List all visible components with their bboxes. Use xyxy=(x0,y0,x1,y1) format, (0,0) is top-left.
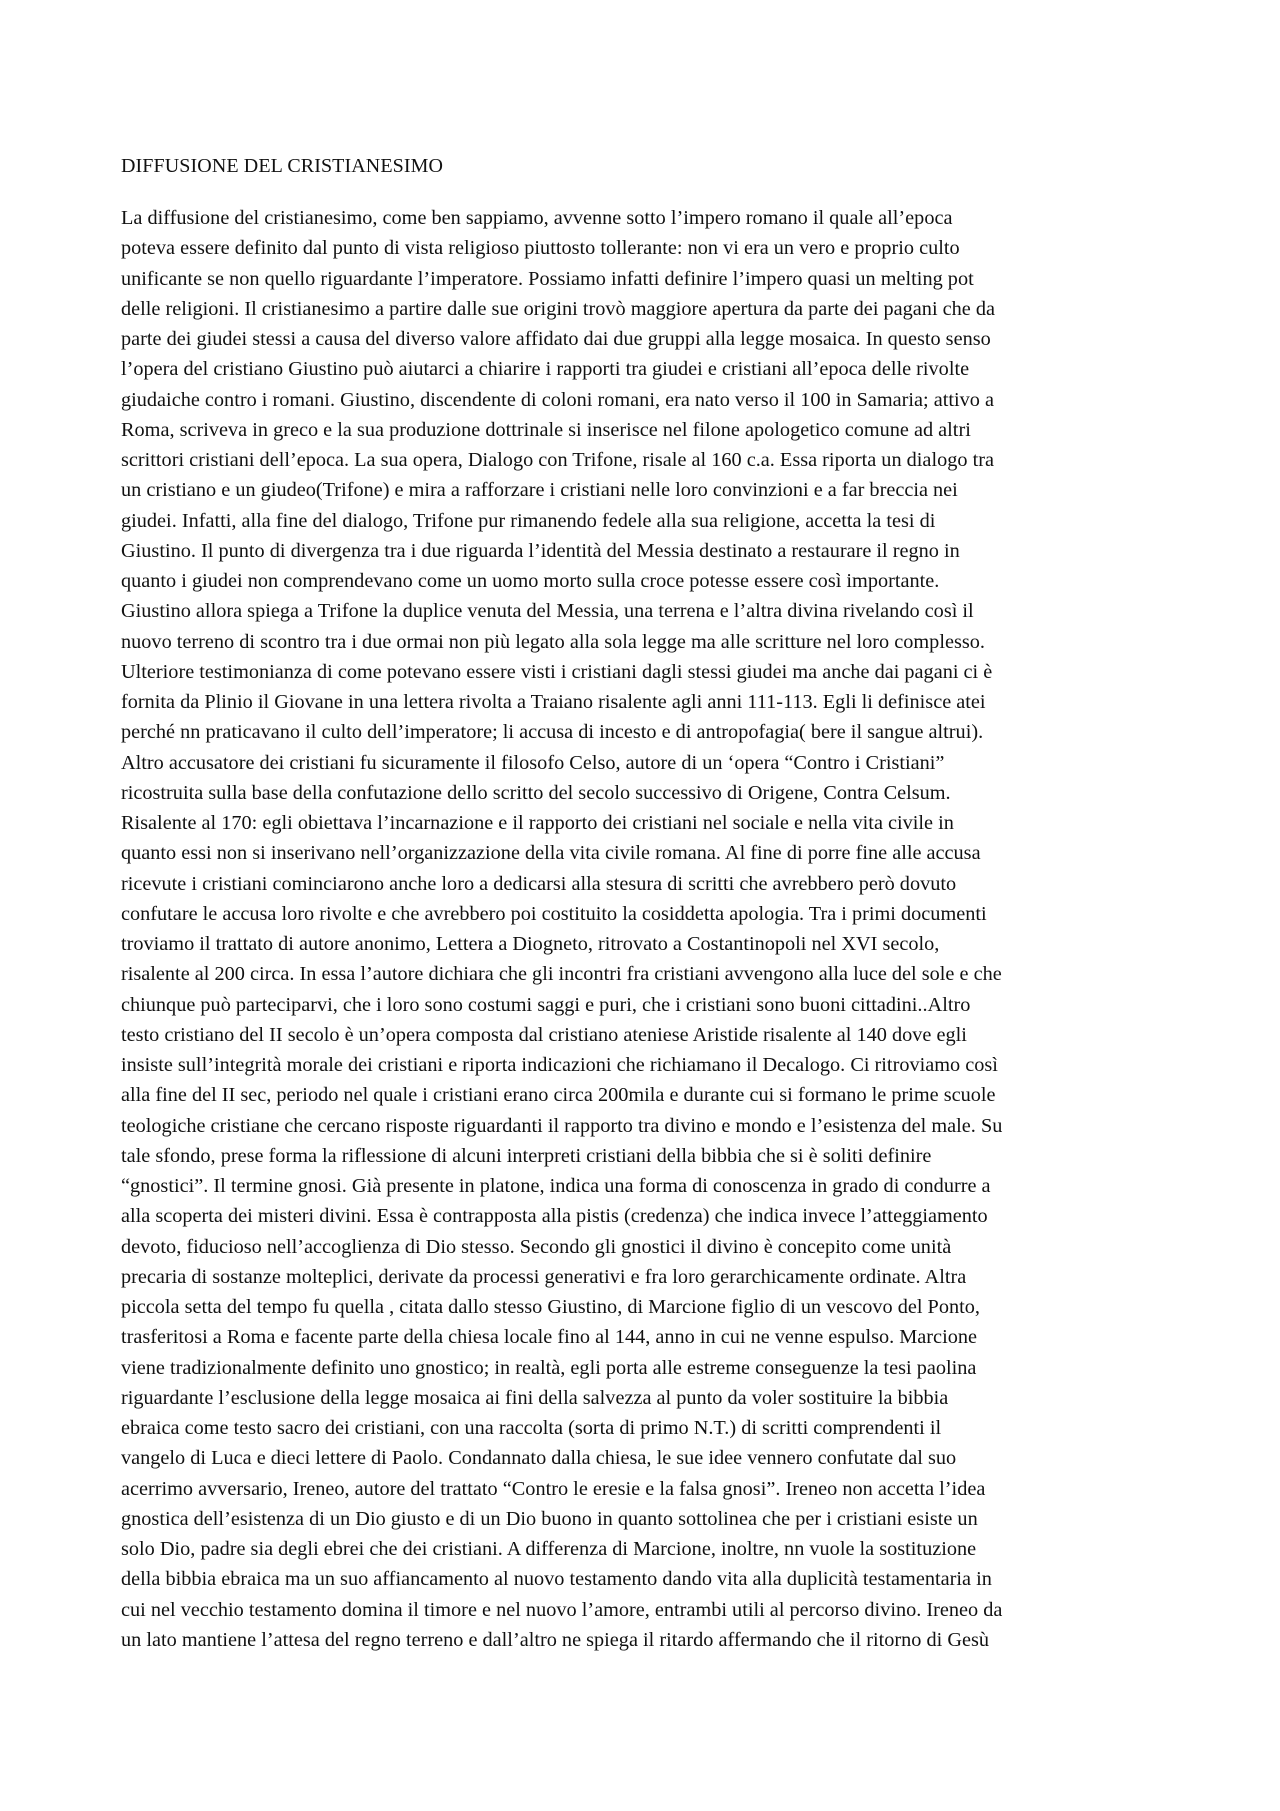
body-line: della bibbia ebraica ma un suo affiancamento al nuovo testamento dando vita alla duplicità testamentaria in xyxy=(121,1568,992,1591)
body-line: cui nel vecchio testamento domina il timore e nel nuovo l’amore, entrambi utili al percorso divino. Ireneo da xyxy=(121,1598,1003,1621)
body-line: acerrimo avversario, Ireneo, autore del trattato “Contro le eresie e la falsa gnosi”. Ireneo non accetta l’idea xyxy=(121,1477,986,1500)
body-line: chiunque può parteciparvi, che i loro sono costumi saggi e puri, che i cristiani sono buoni cittadini..Altro xyxy=(121,993,971,1016)
body-line: giudei. Infatti, alla fine del dialogo, Trifone pur rimanendo fedele alla sua religione, accetta la tesi di xyxy=(121,509,936,532)
body-line: alla scoperta dei misteri divini. Essa è contrapposta alla pistis (credenza) che indica invece l’atteggiamento xyxy=(121,1205,988,1228)
body-line: Altro accusatore dei cristiani fu sicuramente il filosofo Celso, autore di un ‘opera “Contro i Cristiani” xyxy=(121,751,945,774)
body-line: tale sfondo, prese forma la riflessione di alcuni interpreti cristiani della bibbia che si è soliti definire xyxy=(121,1144,932,1167)
body-line: l’opera del cristiano Giustino può aiutarci a chiarire i rapporti tra giudei e cristiani all’epoca delle rivolte xyxy=(121,358,970,381)
body-line: Giustino allora spiega a Trifone la duplice venuta del Messia, una terrena e l’altra divina rivelando così il xyxy=(121,600,974,623)
body-line: delle religioni. Il cristianesimo a partire dalle sue origini trovò maggiore apertura da parte dei pagani che da xyxy=(121,297,996,320)
body-line: teologiche cristiane che cercano risposte riguardanti il rapporto tra divino e mondo e l’esistenza del male. Su xyxy=(121,1114,1003,1137)
document-body xyxy=(121,203,1161,1655)
body-line: poteva essere definito dal punto di vista religioso piuttosto tollerante: non vi era un vero e proprio culto xyxy=(121,237,960,260)
body-line: parte dei giudei stessi a causa del diverso valore affidato dai due gruppi alla legge mosaica. In questo senso xyxy=(121,328,991,350)
body-line: unificante se non quello riguardante l’imperatore. Possiamo infatti definire l’impero quasi un melting pot xyxy=(121,267,974,290)
body-line: ricevute i cristiani cominciarono anche loro a dedicarsi alla stesura di scritti che avrebbero però dovuto xyxy=(121,872,957,895)
body-line: Ulteriore testimonianza di come potevano essere visti i cristiani dagli stessi giudei ma anche dai pagani ci è xyxy=(121,660,993,683)
body-line: precaria di sostanze molteplici, derivate da processi generativi e fra loro gerarchicamente ordinate. Altra xyxy=(121,1265,967,1288)
body-line: viene tradizionalmente definito uno gnostico; in realtà, egli porta alle estreme conseguenze la tesi paolina xyxy=(121,1356,977,1379)
body-line: giudaiche contro i romani. Giustino, discendente di coloni romani, era nato verso il 100 in Samaria; attivo a xyxy=(121,388,994,411)
body-line: Roma, scriveva in greco e la sua produzione dottrinale si inserisce nel filone apologetico comune ad altri xyxy=(121,418,971,441)
body-line: quanto i giudei non comprendevano come un uomo morto sulla croce potesse essere così importante. xyxy=(121,570,940,592)
body-line: gnostica dell’esistenza di un Dio giusto e di un Dio buono in quanto sottolinea che per i cristiani esiste un xyxy=(121,1507,978,1530)
body-line: insiste sull’integrità morale dei cristiani e riporta indicazioni che richiamano il Decalogo. Ci ritroviamo così xyxy=(121,1054,998,1076)
body-line: devoto, fiducioso nell’accoglienza di Dio stesso. Secondo gli gnostici il divino è concepito come unità xyxy=(121,1235,952,1258)
body-line: alla fine del II sec, periodo nel quale i cristiani erano circa 200mila e durante cui si formano le prime scuole xyxy=(121,1084,996,1107)
body-line: nuovo terreno di scontro tra i due ormai non più legato alla sola legge ma alle scritture nel loro complesso. xyxy=(121,630,985,653)
body-line: scrittori cristiani dell’epoca. La sua opera, Dialogo con Trifone, risale al 160 c.a. Essa riporta un dialogo tra xyxy=(121,449,994,471)
body-line: trasferitosi a Roma e facente parte della chiesa locale fino al 144, anno in cui ne venne espulso. Marcione xyxy=(121,1326,977,1349)
body-line: ebraica come testo sacro dei cristiani, con una raccolta (sorta di primo N.T.) di scritti comprendenti il xyxy=(121,1417,942,1439)
body-line: fornita da Plinio il Giovane in una lettera rivolta a Traiano risalente agli anni 111-113. Egli li definisce atei xyxy=(121,691,986,713)
body-line: piccola setta del tempo fu quella , citata dallo stesso Giustino, di Marcione figlio di un vescovo del Ponto, xyxy=(121,1296,980,1318)
document-title: DIFFUSIONE DEL CRISTIANESIMO xyxy=(121,155,444,177)
body-line: Giustino. Il punto di divergenza tra i due riguarda l’identità del Messia destinato a restaurare il regno in xyxy=(121,539,960,562)
body-line: La diffusione del cristianesimo, come ben sappiamo, avvenne sotto l’impero romano il quale all’epoca xyxy=(121,207,953,229)
body-line: un lato mantiene l’attesa del regno terreno e dall’altro ne spiega il ritardo affermando che il ritorno di Gesù xyxy=(121,1628,990,1651)
body-line: confutare le accusa loro rivolte e che avrebbero poi costituito la cosiddetta apologia. Tra i primi documenti xyxy=(121,902,987,925)
body-line: risalente al 200 circa. In essa l’autore dichiara che gli incontri fra cristiani avvengono alla luce del sole e che xyxy=(121,963,1002,986)
body-line: un cristiano e un giudeo(Trifone) e mira a rafforzare i cristiani nelle loro convinzioni e a far breccia nei xyxy=(121,479,958,502)
body-line: perché nn praticavano il culto dell’imperatore; li accusa di incesto e di antropofagia( bere il sangue altrui). xyxy=(121,721,984,744)
body-line: troviamo il trattato di autore anonimo, Lettera a Diogneto, ritrovato a Costantinopoli nel XVI secolo, xyxy=(121,933,940,955)
body-line: “gnostici”. Il termine gnosi. Già presente in platone, indica una forma di conoscenza in grado di condurre a xyxy=(121,1175,991,1197)
body-line: Risalente al 170: egli obiettava l’incarnazione e il rapporto dei cristiani nel sociale e nella vita civile in xyxy=(121,812,954,834)
body-line: testo cristiano del II secolo è un’opera composta dal cristiano ateniese Aristide risalente al 140 dove egli xyxy=(121,1023,967,1046)
body-line: solo Dio, padre sia degli ebrei che dei cristiani. A differenza di Marcione, inoltre, nn vuole la sostituzione xyxy=(121,1538,977,1560)
body-line: quanto essi non si inserivano nell’organizzazione della vita civile romana. Al fine di porre fine alle accusa xyxy=(121,842,981,865)
body-line: riguardante l’esclusione della legge mosaica ai fini della salvezza al punto da voler sostituire la bibbia xyxy=(121,1386,949,1409)
body-line: vangelo di Luca e dieci lettere di Paolo. Condannato dalla chiesa, le sue idee vennero confutate dal suo xyxy=(121,1447,957,1470)
body-line: ricostruita sulla base della confutazione dello scritto del secolo successivo di Origene, Contra Celsum. xyxy=(121,781,951,804)
